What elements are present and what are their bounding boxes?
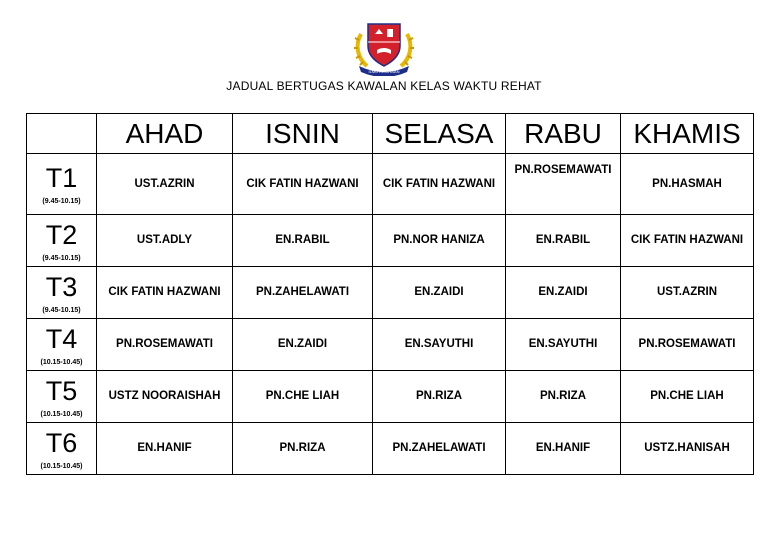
document-title: JADUAL BERTUGAS KAWALAN KELAS WAKTU REHAT — [226, 79, 542, 93]
slot-code: T2 — [45, 219, 78, 250]
duty-name: EN.ZAIDI — [373, 267, 506, 319]
duty-name: PN.CHE LIAH — [233, 371, 373, 423]
slot-cell — [27, 215, 97, 267]
duty-name: CIK FATIN HAZWANI — [233, 154, 373, 215]
duty-name: PN.ZAHELAWATI — [233, 267, 373, 319]
duty-name: EN.SAYUTHI — [373, 319, 506, 371]
corner-cell — [27, 114, 97, 154]
duty-name: UST.AZRIN — [621, 267, 754, 319]
duty-name: EN.HANIF — [506, 423, 621, 475]
header-row — [27, 114, 754, 154]
duty-name: EN.HANIF — [97, 423, 233, 475]
duty-name: PN.RIZA — [373, 371, 506, 423]
slot-code: T3 — [45, 271, 78, 302]
duty-name: EN.SAYUTHI — [506, 319, 621, 371]
slot-cell — [27, 154, 97, 215]
table-row — [27, 371, 754, 423]
day-header: SELASA — [373, 114, 506, 154]
duty-name: CIK FATIN HAZWANI — [97, 267, 233, 319]
slot-cell — [27, 423, 97, 475]
duty-name: PN.HASMAH — [621, 154, 754, 215]
slot-cell — [27, 371, 97, 423]
slot-time: (9.45-10.15) — [42, 254, 81, 262]
slot-time: (9.45-10.15) — [42, 306, 81, 314]
slot-time: (10.15-10.45) — [40, 462, 83, 470]
duty-name: PN.ROSEMAWATI — [621, 319, 754, 371]
duty-name: EN.ZAIDI — [506, 267, 621, 319]
slot-cell — [27, 267, 97, 319]
slot-code: T1 — [45, 163, 78, 193]
duty-name: PN.ROSEMAWATI — [506, 154, 621, 215]
day-header: AHAD — [97, 114, 233, 154]
duty-name: PN.ROSEMAWATI — [97, 319, 233, 371]
duty-name: PN.ZAHELAWATI — [373, 423, 506, 475]
slot-code: T5 — [45, 375, 78, 406]
logo-motto: ILMU KEJAYAAN — [368, 69, 400, 74]
table-row — [27, 423, 754, 475]
table-row — [27, 267, 754, 319]
slot-time: (10.15-10.45) — [40, 358, 83, 366]
slot-code: T4 — [45, 323, 78, 354]
duty-name: EN.RABIL — [233, 215, 373, 267]
duty-name: PN.NOR HANIZA — [373, 215, 506, 267]
slot-time: (9.45-10.15) — [42, 198, 81, 205]
duty-name: CIK FATIN HAZWANI — [621, 215, 754, 267]
duty-name: EN.RABIL — [506, 215, 621, 267]
duty-name: USTZ.HANISAH — [621, 423, 754, 475]
duty-name: USTZ NOORAISHAH — [97, 371, 233, 423]
duty-name: UST.AZRIN — [97, 154, 233, 215]
slot-time: (10.15-10.45) — [40, 410, 83, 418]
day-header: RABU — [506, 114, 621, 154]
table-row — [27, 215, 754, 267]
day-header: KHAMIS — [621, 114, 754, 154]
table-row — [27, 319, 754, 371]
duty-name: PN.CHE LIAH — [621, 371, 754, 423]
school-crest-icon — [353, 20, 415, 76]
day-header: ISNIN — [233, 114, 373, 154]
duty-roster-table — [26, 113, 754, 475]
slot-code: T6 — [45, 427, 78, 458]
slot-cell — [27, 319, 97, 371]
duty-name: UST.ADLY — [97, 215, 233, 267]
duty-name: PN.RIZA — [506, 371, 621, 423]
table-row — [27, 154, 754, 215]
duty-name: CIK FATIN HAZWANI — [373, 154, 506, 215]
duty-name: EN.ZAIDI — [233, 319, 373, 371]
duty-name: PN.RIZA — [233, 423, 373, 475]
